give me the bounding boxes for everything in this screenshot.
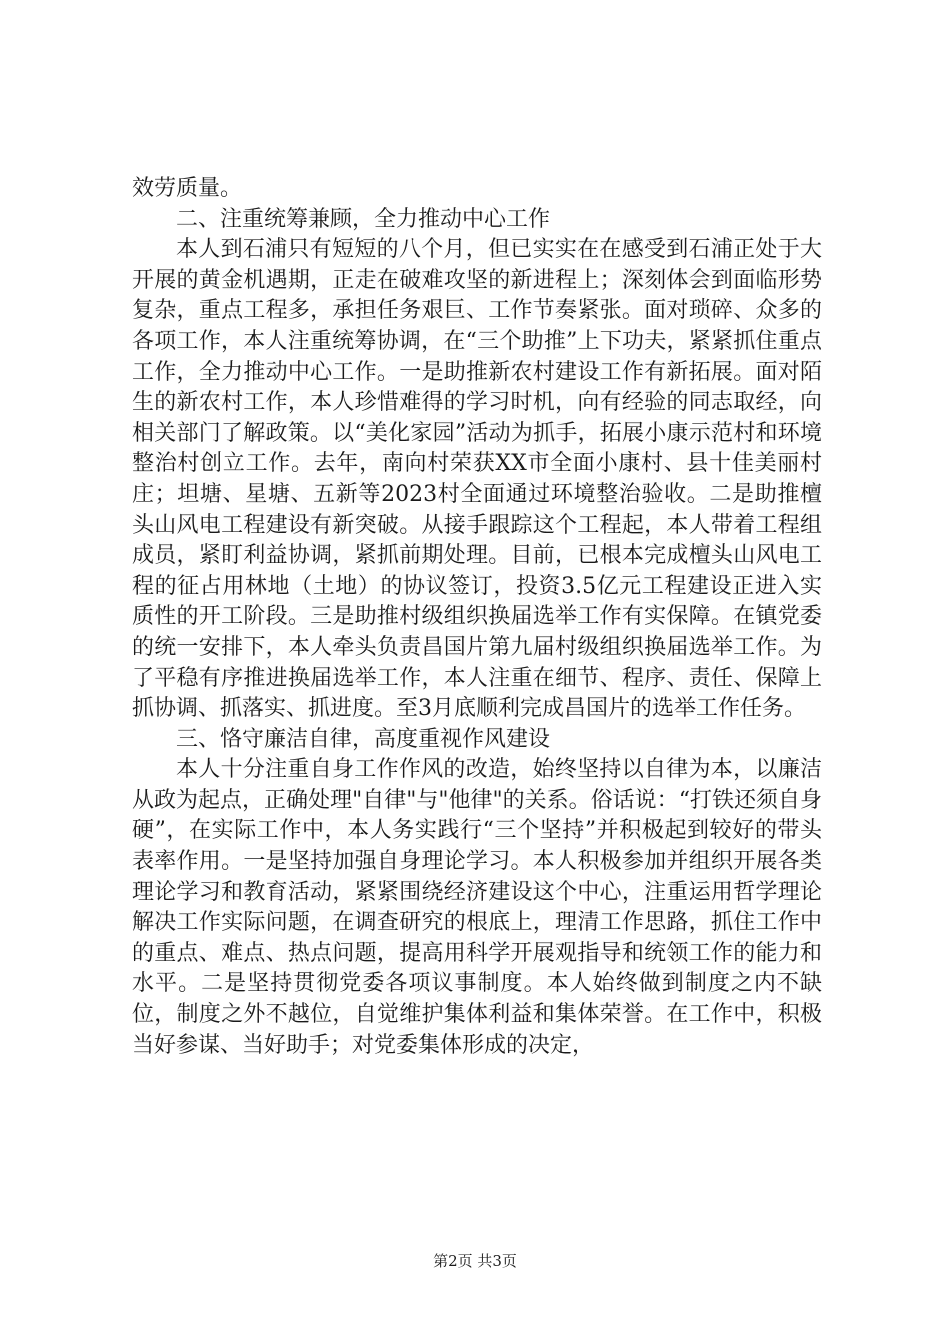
document-body: [132, 174, 822, 1061]
paragraph-body-3: 本人十分注重自身工作作风的改造，始终坚持以自律为本，以廉洁从政为起点，正确处理"自律"与"他律"的关系。俗话说：“打铁还须自身硬”，在实际工作中，本人务实践行“三个坚持”并积极起到较好的带头表率作用。一是坚持加强自身理论学习。本人积极参加并组织开展各类理论学习和教育活动，紧紧围绕经济建设这个中心，注重运用哲学理论解决工作实际问题，在调查研究的根底上，理清工作思路，抓住工作中的重点、难点、热点问题，提高用科学开展观指导和统领工作的能力和水平。二是坚持贯彻党委各项议事制度。本人始终做到制度之内不缺位，制度之外不越位，自觉维护集体利益和集体荣誉。在工作中，积极当好参谋、当好助手；对党委集体形成的决定，: [132, 757, 822, 1058]
page-footer: 第2页 共3页: [433, 1252, 517, 1270]
section-heading-3: 三、恪守廉洁自律，高度重视作风建设: [176, 726, 551, 752]
paragraph-continuation: 效劳质量。: [132, 176, 243, 201]
paragraph-body-2: 本人到石浦只有短短的八个月，但已实实在在感受到石浦正处于大开展的黄金机遇期，正走在破难攻坚的新进程上；深刻体会到面临形势复杂，重点工程多，承担任务艰巨、工作节奏紧张。面对琐碎、众多的各项工作，本人注重统筹协调，在“三个助推”上下功夫，紧紧抓住重点工作，全力推动中心工作。一是助推新农村建设工作有新拓展。面对陌生的新农村工作，本人珍惜难得的学习时机，向有经验的同志取经，向相关部门了解政策。以“美化家园”活动为抓手，拓展小康示范村和环境整治村创立工作。去年，南向村荣获XX市全面小康村、县十佳美丽村庄；坦塘、星塘、五新等2023村全面通过环境整治验收。二是助推檀头山风电工程建设有新突破。从接手跟踪这个工程起，本人带着工程组成员，紧盯利益协调，紧抓前期处理。目前，已根本完成檀头山风电工程的征占用林地（土地）的协议签订，投资3.5亿元工程建设正进入实质性的开工阶段。三是助推村级组织换届选举工作有实保障。在镇党委的统一安排下，本人牵头负责昌国片第九届村级组织换届选举工作。为了平稳有序推进换届选举工作，本人注重在细节、程序、责任、保障上抓协调、抓落实、抓进度。至3月底顺利完成昌国片的选举工作任务。: [132, 237, 822, 722]
section-heading-2: 二、注重统筹兼顾，全力推动中心工作: [176, 206, 551, 232]
